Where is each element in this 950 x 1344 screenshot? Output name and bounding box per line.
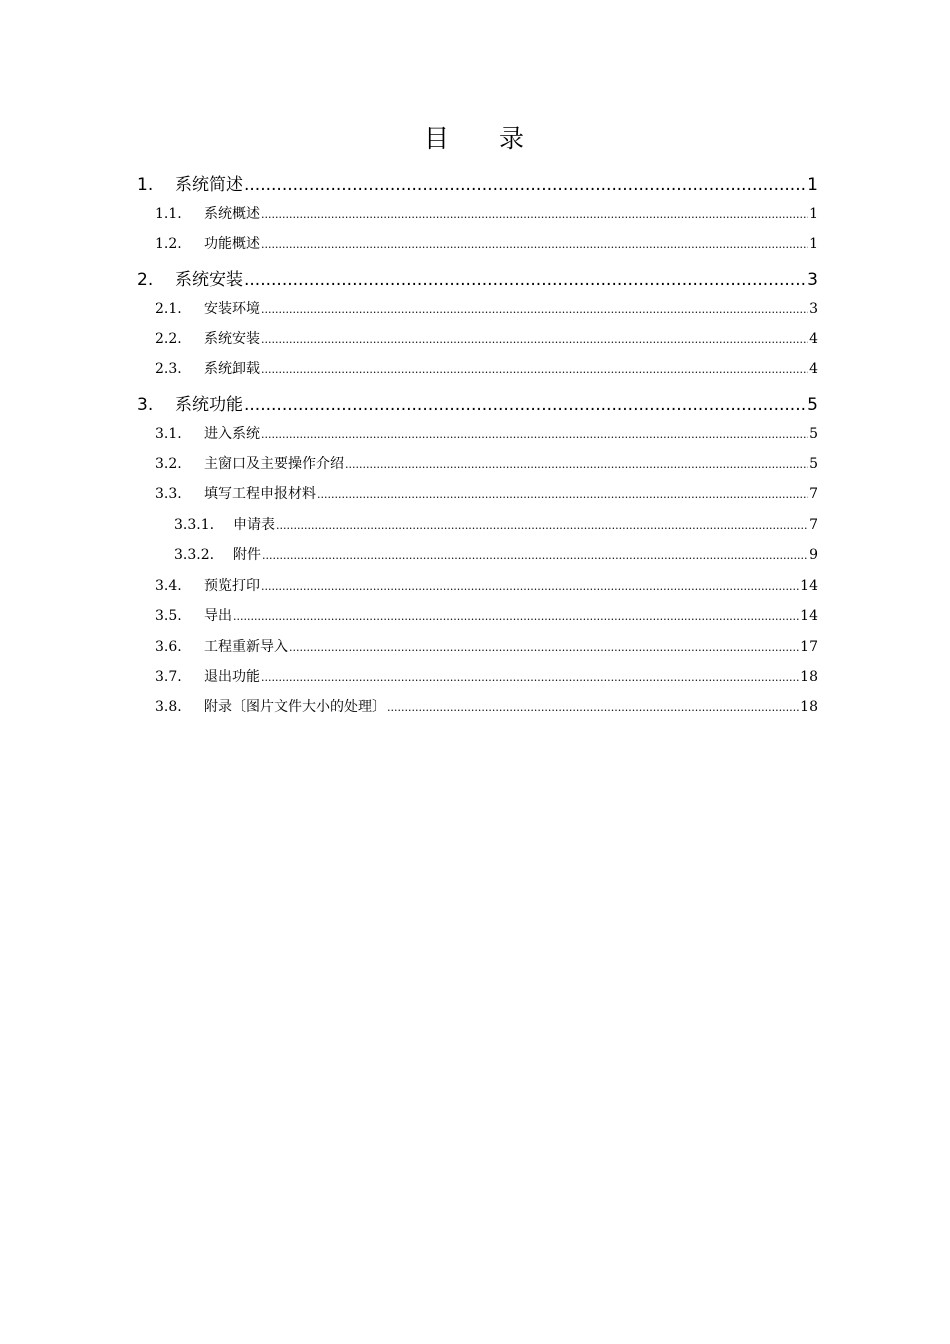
toc-entry-number: 1.1.: [155, 206, 182, 222]
toc-entry-page-number: 14: [800, 608, 818, 624]
toc-entry-label: 进入系统: [204, 426, 260, 442]
toc-entry-label: 系统卸载: [204, 361, 260, 377]
toc-entry-page-number: 1: [807, 175, 818, 195]
toc-entry-page-number: 7: [809, 517, 818, 533]
toc-entry-label: 系统简述: [175, 175, 243, 195]
toc-entry-label: 申请表: [233, 517, 275, 533]
toc-entry-label: 填写工程申报材料: [204, 486, 316, 502]
toc-entry-number: 3.5.: [155, 608, 182, 624]
toc-entry[interactable]: [137, 170, 818, 195]
toc-entry-label: 系统安装: [175, 270, 243, 290]
toc-entry-page-number: 3: [809, 301, 818, 317]
toc-entry[interactable]: [155, 423, 818, 443]
toc-entry[interactable]: [137, 265, 818, 290]
toc-entry-page-number: 18: [800, 669, 818, 685]
toc-entry-label: 退出功能: [204, 669, 260, 685]
toc-entry[interactable]: [155, 328, 818, 348]
toc-entry[interactable]: [155, 605, 818, 625]
page-title-left: 目: [423, 124, 451, 153]
toc-entry-label: 系统概述: [204, 206, 260, 222]
toc-entry-label: 安装环境: [204, 301, 260, 317]
toc-dot-leader: [387, 699, 799, 715]
toc-dot-leader: [262, 547, 808, 563]
toc-dot-leader: [289, 639, 799, 655]
toc-entry-number: 3.3.2.: [174, 547, 215, 563]
toc-dot-leader: [261, 361, 808, 377]
toc-entry-page-number: 14: [800, 578, 818, 594]
toc-entry-page-number: 7: [809, 486, 818, 502]
toc-entry-label: 附录〔图片文件大小的处理〕: [204, 699, 386, 715]
toc-dot-leader: [261, 578, 799, 594]
page-title-right: 录: [499, 124, 527, 153]
toc-entry-label: 主窗口及主要操作介绍: [204, 456, 344, 472]
toc-entry-number: 3.2.: [155, 456, 182, 472]
toc-dot-leader: [244, 395, 806, 415]
toc-entry[interactable]: [174, 514, 818, 534]
toc-dot-leader: [317, 486, 808, 502]
toc-entry[interactable]: [155, 636, 818, 656]
toc-entry[interactable]: [155, 696, 818, 716]
toc-entry-page-number: 4: [809, 331, 818, 347]
toc-entry-page-number: 9: [809, 547, 818, 563]
toc-entry[interactable]: [155, 666, 818, 686]
toc-entry[interactable]: [174, 544, 818, 564]
toc-dot-leader: [261, 669, 799, 685]
toc-entry[interactable]: [137, 390, 818, 415]
toc-entry-label: 功能概述: [204, 236, 260, 252]
toc-entry-number: 3.8.: [155, 699, 182, 715]
page-title: [0, 122, 950, 156]
toc-dot-leader: [345, 456, 808, 472]
toc-entry-number: 3.4.: [155, 578, 182, 594]
toc-dot-leader: [261, 206, 808, 222]
toc-entry[interactable]: [155, 575, 818, 595]
toc-dot-leader: [261, 426, 808, 442]
toc-entry-page-number: 1: [809, 206, 818, 222]
toc-entry[interactable]: [155, 298, 818, 318]
toc-entry-label: 系统功能: [175, 395, 243, 415]
toc-entry-page-number: 17: [800, 639, 818, 655]
toc-entry-label: 导出: [204, 608, 232, 624]
toc-entry-page-number: 18: [800, 699, 818, 715]
toc-dot-leader: [261, 236, 808, 252]
toc-entry-number: 1.: [137, 175, 154, 195]
toc-entry[interactable]: [155, 358, 818, 378]
toc-entry-number: 2.: [137, 270, 154, 290]
toc-entry-label: 系统安装: [204, 331, 260, 347]
toc-entry-page-number: 5: [809, 456, 818, 472]
toc-entry-number: 1.2.: [155, 236, 182, 252]
toc-entry-label: 工程重新导入: [204, 639, 288, 655]
toc-entry-number: 3.: [137, 395, 154, 415]
toc-dot-leader: [276, 517, 808, 533]
toc-entry-number: 2.3.: [155, 361, 182, 377]
toc-dot-leader: [261, 331, 808, 347]
toc-entry-number: 2.1.: [155, 301, 182, 317]
toc-entry-label: 附件: [233, 547, 261, 563]
toc-entry-page-number: 5: [809, 426, 818, 442]
toc-entry-number: 3.7.: [155, 669, 182, 685]
toc-entry-number: 3.6.: [155, 639, 182, 655]
toc-entry-page-number: 5: [807, 395, 818, 415]
toc-entry-number: 3.1.: [155, 426, 182, 442]
toc-entry[interactable]: [155, 233, 818, 253]
toc-entry[interactable]: [155, 203, 818, 223]
toc-entry-number: 3.3.: [155, 486, 182, 502]
toc-entry-page-number: 4: [809, 361, 818, 377]
toc-entry-page-number: 1: [809, 236, 818, 252]
toc-entry-number: 2.2.: [155, 331, 182, 347]
toc-entry-label: 预览打印: [204, 578, 260, 594]
toc-entry[interactable]: [155, 483, 818, 503]
toc-dot-leader: [244, 175, 806, 195]
toc-dot-leader: [261, 301, 808, 317]
toc-entry[interactable]: [155, 453, 818, 473]
toc-dot-leader: [244, 270, 806, 290]
toc-entry-number: 3.3.1.: [174, 517, 215, 533]
toc-entry-page-number: 3: [807, 270, 818, 290]
toc-dot-leader: [233, 608, 799, 624]
